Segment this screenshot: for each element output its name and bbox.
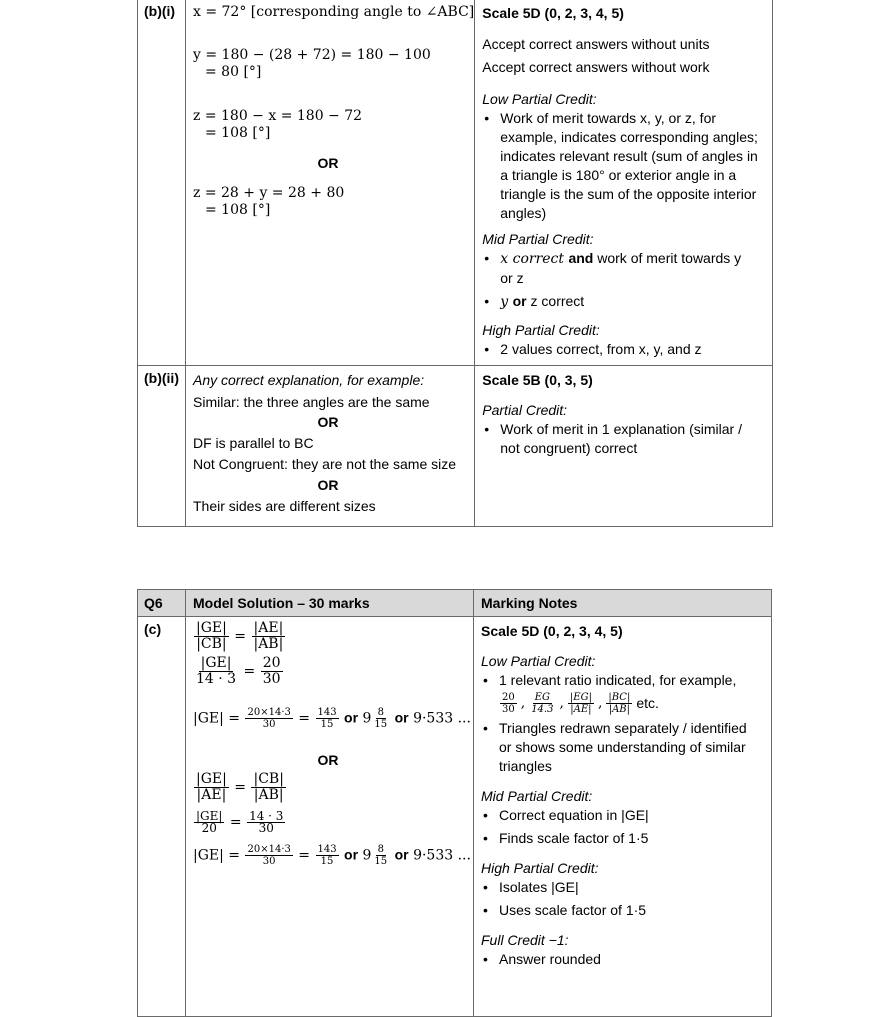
partial-item [482, 420, 772, 458]
marking-table-b [137, 0, 773, 527]
full-credit-title: Full Credit −1: [481, 932, 569, 948]
marking-notes-b-i [475, 0, 773, 366]
numerator: 20×14·3 [247, 707, 291, 718]
low-partial-item [481, 671, 771, 715]
high-partial-title: High Partial Credit: [482, 322, 600, 338]
numerator: 8 [377, 707, 384, 718]
mid-text-bold: and [568, 250, 594, 266]
mid-partial-item [482, 249, 772, 288]
high-partial-list [481, 878, 771, 920]
or-word: or [344, 846, 359, 863]
numerator: |GE| [196, 771, 227, 787]
decimal-result: 9·533 ... [413, 847, 471, 864]
x-solution: x = 72° [corresponding angle to ∠ABC] [193, 4, 475, 20]
ratio-equation-1: $\frac{|GE|}{|CB|}$ = $\frac{|AE|}{|AB|}$ [196, 620, 284, 652]
scale-label: Scale 5D (0, 2, 3, 4, 5) [482, 5, 624, 21]
denominator: 30 [258, 821, 274, 835]
partial-title: Partial Credit: [482, 402, 568, 418]
model-solution-b-i [186, 0, 475, 366]
numerator: |EG| [569, 692, 592, 703]
low-partial-line: example, indicates corresponding angles; [500, 129, 758, 145]
full-credit-item: • Answer rounded [481, 950, 771, 969]
low-partial-line: triangle is the sum of the opposite interior [500, 186, 757, 202]
fraction [194, 772, 229, 803]
accept-note-2: Accept correct answers without work [482, 59, 710, 75]
high-partial-title: High Partial Credit: [481, 860, 599, 876]
ge-result-1: |GE| = $\frac{20\times 14\cdot 3}{30}$ = $\frac{143}{15}$ or 9 $\frac{8}{15}$ or 9·533 ... [193, 707, 471, 730]
denominator: |AB| [608, 704, 631, 715]
fraction [316, 707, 339, 730]
model-solution-b-ii [186, 366, 475, 527]
numerator: 143 [317, 844, 337, 855]
high-partial-item: • Isolates |GE| [481, 878, 771, 897]
mid-text: x correct [500, 251, 569, 267]
not-congruent-explanation: Not Congruent: they are not the same size [193, 456, 457, 472]
ge-result-2: |GE| = $\frac{20\times 14\cdot 3}{30}$ = $\frac{143}{15}$ or 9 $\frac{8}{15}$ or 9·533 ... [193, 844, 471, 867]
part-label-c: (c) [138, 617, 186, 1017]
denominator: |CB| [196, 636, 227, 652]
header-row [138, 590, 772, 617]
partial-line: • Work of merit in 1 explanation (similar / [500, 421, 742, 437]
mid-partial-item [482, 292, 772, 312]
mid-partial-list [482, 249, 772, 312]
explanation-intro: Any correct explanation, for example: [193, 372, 425, 388]
z-solution1-line1: z = 180 − x = 180 − 72 [193, 108, 363, 124]
mid-partial-item: • Correct equation in |GE| [481, 806, 771, 825]
mid-text: or z [500, 270, 524, 286]
denominator: |AE| [196, 787, 227, 803]
high-partial-list [482, 340, 772, 359]
denominator: 30 [262, 719, 276, 730]
numerator: 20 [262, 655, 281, 671]
numerator: 20 [502, 692, 515, 703]
low-partial-list [481, 671, 771, 776]
low-partial-list [482, 109, 772, 223]
fraction [500, 692, 517, 715]
denominator: 14 · 3 [196, 671, 237, 687]
denominator: 20 [201, 821, 217, 835]
mid-partial-title: Mid Partial Credit: [481, 788, 593, 804]
partial-line: not congruent) correct [500, 440, 638, 456]
part-label-b-ii: (b)(ii) [138, 366, 186, 527]
scale-label: Scale 5B (0, 3, 5) [482, 372, 593, 388]
fraction [251, 621, 285, 652]
mixed-whole: 9 [362, 710, 372, 727]
denominator: 15 [320, 719, 334, 730]
denominator: 30 [502, 704, 515, 715]
fraction [194, 656, 238, 687]
numerator: |GE| [196, 809, 223, 823]
mid-text: z correct [526, 293, 585, 309]
fraction [372, 707, 389, 730]
ratio-equation-4: $\frac{|GE|}{20}$ = $\frac{14 \cdot 3}{30}$ [196, 809, 284, 835]
numerator: 14 · 3 [249, 809, 284, 823]
example-ratios: $\frac{20}{30}$ , $\frac{EG}{14.3}$ , $\frac{|EG|}{|AE|}$ , $\frac{|BC|}{|AB|}$ etc. [502, 692, 659, 715]
low-partial-line: indicates relevant result (sum of angles in [500, 148, 758, 164]
fraction [194, 621, 229, 652]
denominator: 30 [262, 671, 281, 687]
numerator: |BC| [608, 692, 631, 703]
z-solution2-line2: = 108 [°] [205, 202, 271, 218]
numerator: 143 [317, 707, 337, 718]
or-separator: OR [317, 477, 339, 493]
marking-table-q6 [137, 589, 772, 1017]
row-c [138, 617, 772, 1017]
or-word: or [344, 709, 359, 726]
mixed-whole: 9 [362, 847, 372, 864]
marking-notes-b-ii [475, 366, 773, 527]
sides-explanation: Their sides are different sizes [193, 498, 376, 514]
mid-text: y [500, 294, 513, 310]
ratio-equation-2: $\frac{|GE|}{14 \cdot 3}$ = $\frac{20}{30}$ [196, 655, 281, 687]
z-solution2-line1: z = 28 + y = 28 + 80 [193, 185, 345, 201]
row-b-i [138, 0, 773, 366]
y-solution-line2: = 80 [°] [205, 64, 262, 80]
marking-notes-c [474, 617, 772, 1017]
fraction [568, 692, 594, 715]
fraction [247, 811, 285, 834]
high-partial-item: • 2 values correct, from x, y, and z [482, 340, 772, 359]
numerator: |GE| [196, 620, 227, 636]
fraction [372, 844, 389, 867]
numerator: 20×14·3 [247, 844, 291, 855]
partial-list [482, 420, 772, 458]
or-separator: OR [317, 155, 339, 171]
mid-partial-title: Mid Partial Credit: [482, 231, 594, 247]
header-marking-notes: Marking Notes [474, 590, 772, 617]
low-partial-line: • Work of merit towards x, y, or z, for [500, 110, 717, 126]
or-separator: OR [317, 752, 339, 768]
ge-label: |GE| = [193, 847, 241, 864]
low-partial-line: triangles [499, 758, 552, 774]
fraction [251, 772, 285, 803]
numerator: 8 [377, 844, 384, 855]
denominator: |AB| [253, 636, 284, 652]
numerator: |GE| [200, 655, 232, 671]
mid-partial-item: • Finds scale factor of 1·5 [481, 829, 771, 848]
row-b-ii [138, 366, 773, 527]
similar-explanation: Similar: the three angles are the same [193, 394, 430, 410]
low-partial-line: or shows some understanding of similar [499, 739, 746, 755]
low-partial-title: Low Partial Credit: [481, 653, 596, 669]
or-separator: OR [317, 414, 339, 430]
model-solution-c [186, 617, 474, 1017]
fraction [194, 811, 224, 834]
numerator: |AE| [253, 620, 284, 636]
header-question: Q6 [138, 590, 186, 617]
fraction [261, 656, 283, 687]
denominator: 14.3 [531, 704, 554, 715]
ratio-equation-3: $\frac{|GE|}{|AE|}$ = $\frac{|CB|}{|AB|}$ [196, 771, 284, 803]
denominator: |AB| [253, 787, 284, 803]
part-label-b-i: (b)(i) [138, 0, 186, 366]
numerator: |CB| [253, 771, 284, 787]
scale-label: Scale 5D (0, 2, 3, 4, 5) [481, 623, 623, 639]
z-solution1-line2: = 108 [°] [205, 125, 271, 141]
fraction [529, 692, 555, 715]
low-partial-line: • Triangles redrawn separately / identified [499, 720, 747, 736]
low-partial-line: a triangle is 180° or exterior angle in a [500, 167, 737, 183]
parallel-explanation: DF is parallel to BC [193, 435, 314, 451]
denominator: 15 [320, 856, 334, 867]
header-model-solution: Model Solution – 30 marks [186, 590, 474, 617]
mid-text: work of merit towards y [593, 250, 742, 266]
mid-text-bold: or [512, 293, 527, 309]
or-word: or [394, 709, 409, 726]
ge-label: |GE| = [193, 710, 241, 727]
denominator: 15 [374, 719, 388, 730]
low-partial-line: angles) [500, 205, 547, 221]
fraction [606, 692, 632, 715]
decimal-result: 9·533 ... [413, 710, 471, 727]
low-partial-item [482, 109, 772, 223]
numerator: EG [534, 692, 550, 703]
fraction [245, 844, 292, 867]
low-partial-title: Low Partial Credit: [482, 91, 597, 107]
denominator: |AE| [570, 704, 592, 715]
y-solution-line1: y = 180 − (28 + 72) = 180 − 100 [193, 47, 431, 63]
mid-partial-list [481, 806, 771, 848]
fraction [245, 707, 292, 730]
accept-note-1: Accept correct answers without units [482, 36, 710, 52]
full-credit-list [481, 950, 771, 969]
or-word: or [394, 846, 409, 863]
etc-text: etc. [636, 695, 659, 711]
fraction [316, 844, 339, 867]
low-partial-line: • 1 relevant ratio indicated, for example, [499, 672, 737, 688]
denominator: 30 [262, 856, 276, 867]
high-partial-item: • Uses scale factor of 1·5 [481, 901, 771, 920]
low-partial-item [481, 719, 771, 776]
denominator: 15 [374, 856, 388, 867]
